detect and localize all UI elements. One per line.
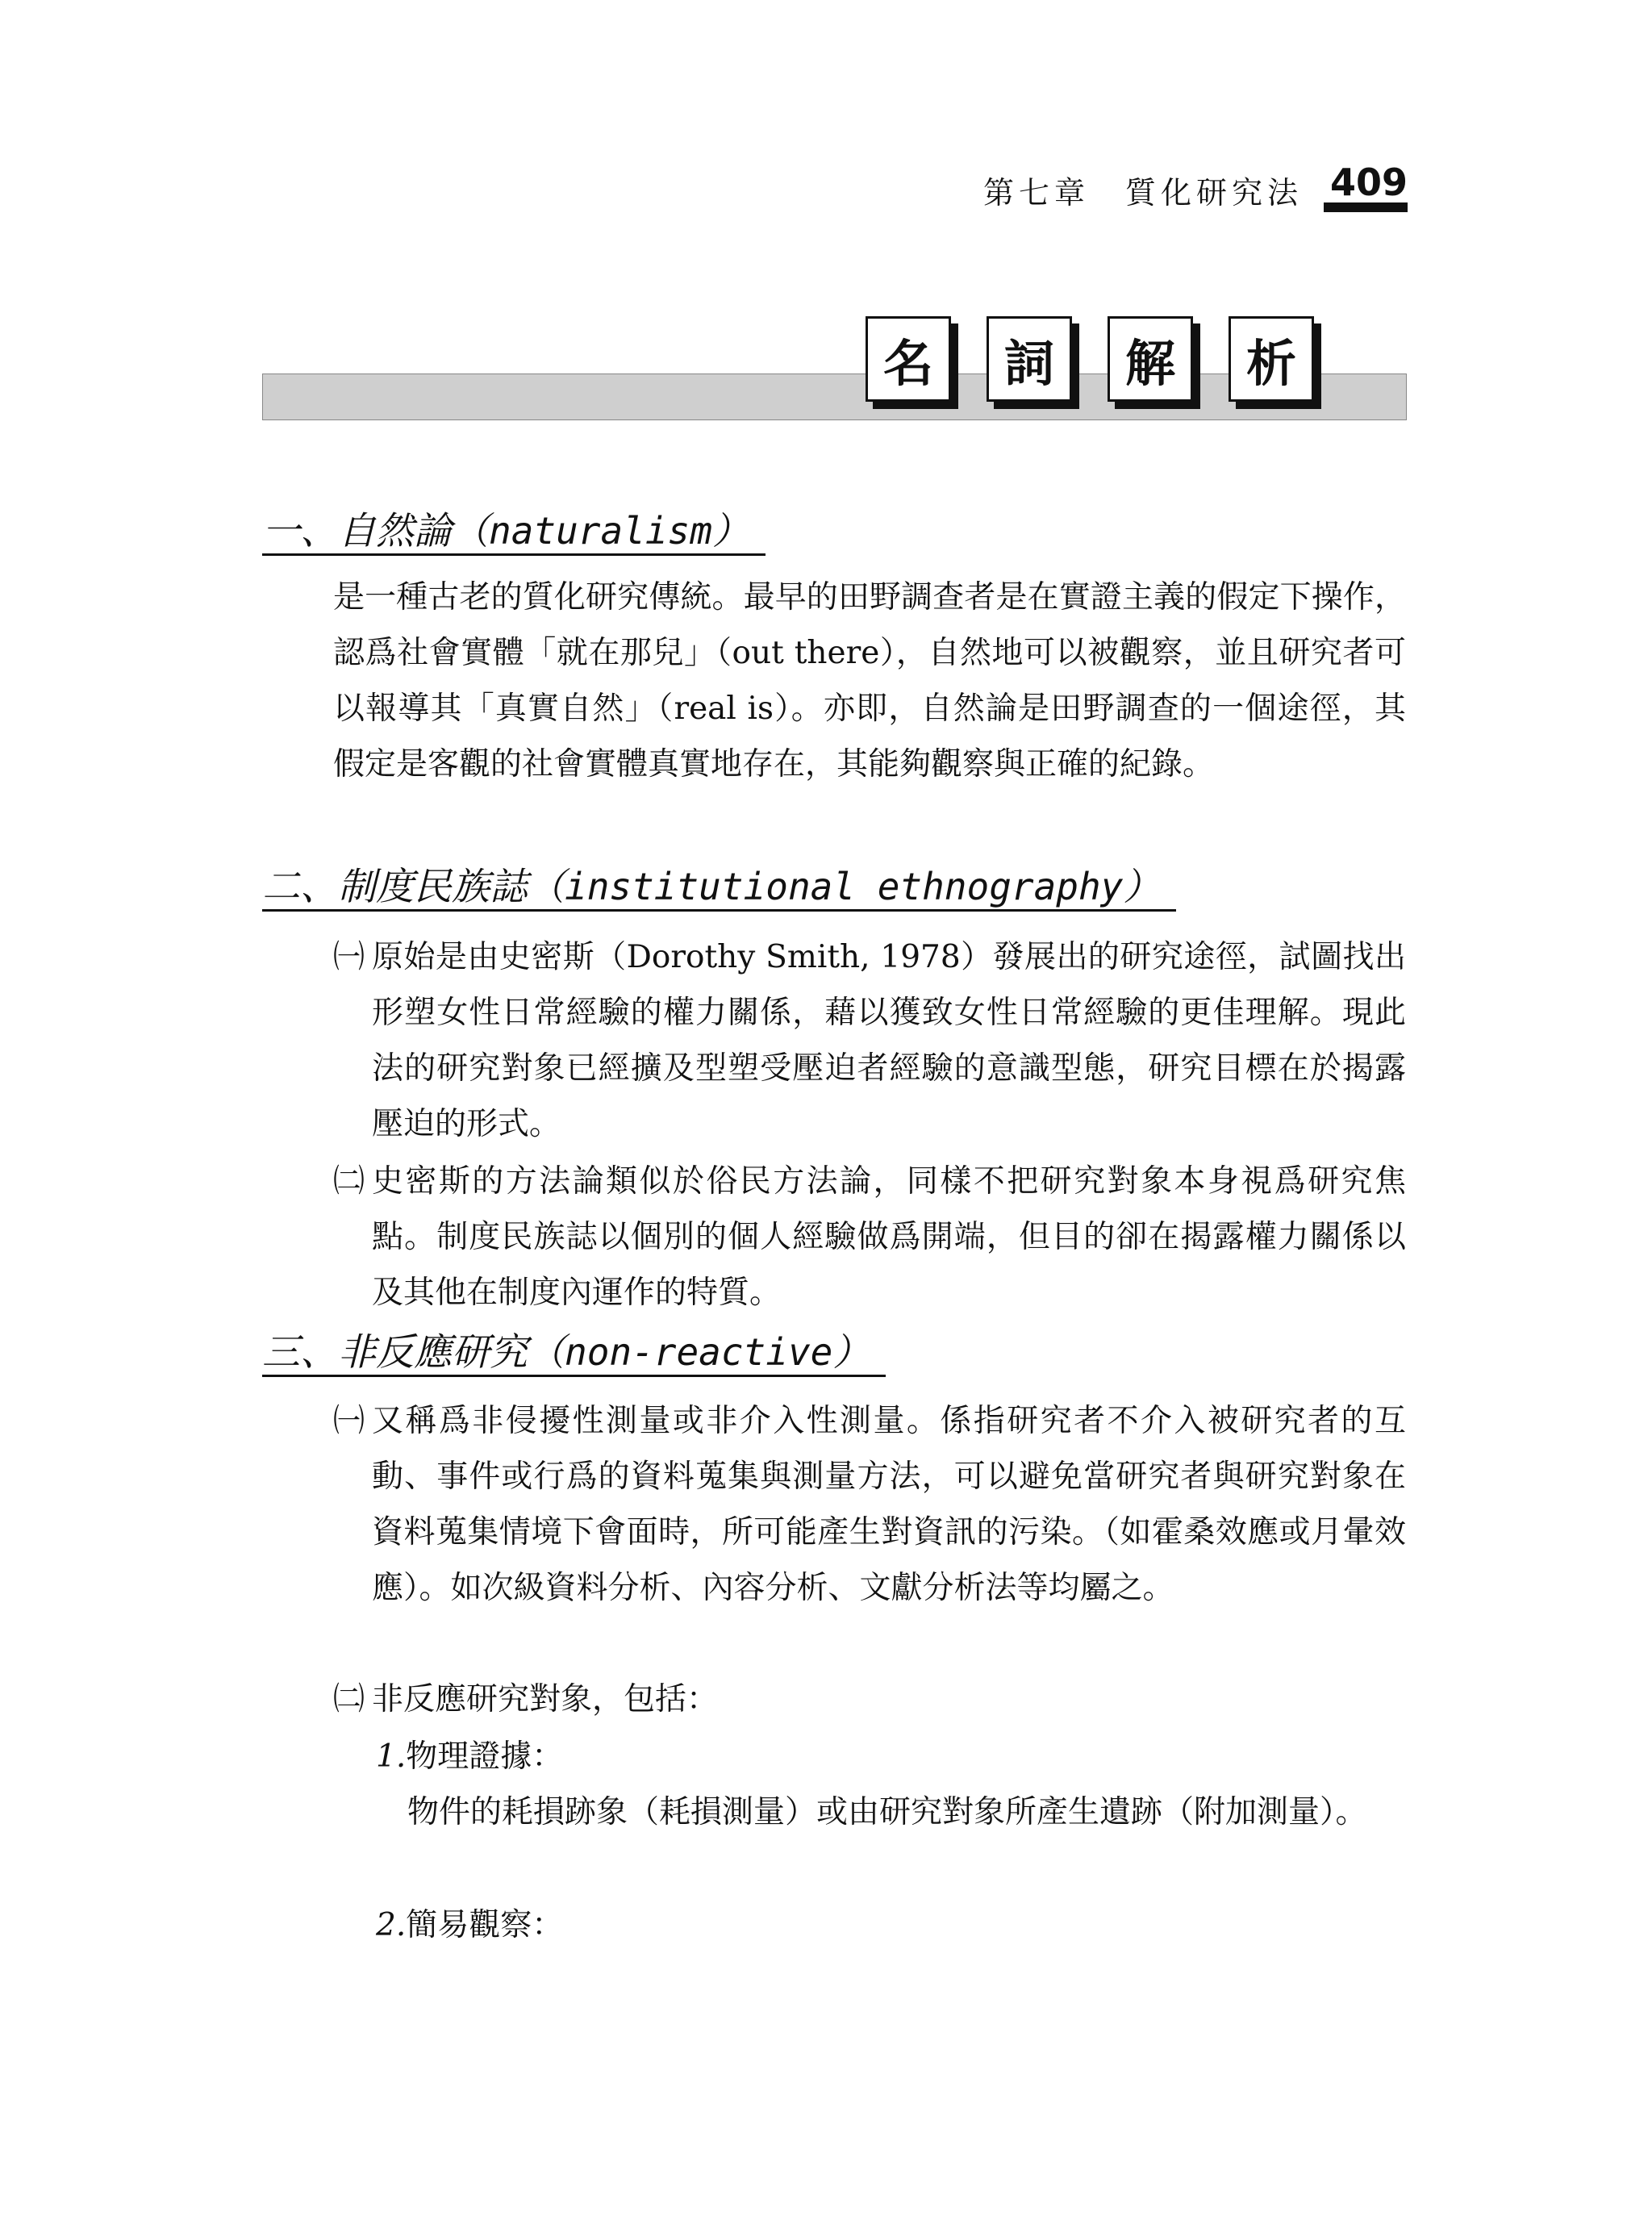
title-char-box: 詞 — [987, 316, 1072, 402]
section-heading-prefix: 一、自然論 — [262, 509, 452, 553]
list-item — [333, 1393, 1406, 1616]
sub-item-number: 1. — [376, 1738, 407, 1775]
list-item — [333, 1671, 1406, 1727]
section-heading-institutional-ethnography — [262, 866, 1176, 912]
list-item — [333, 929, 1406, 1152]
section-heading-english: （institutional ethnography） — [528, 865, 1161, 908]
sub-item-label: 物理證據： — [406, 1738, 564, 1775]
sub-item — [376, 1897, 1406, 1953]
section-paragraph: 是一種古老的質化研究傳統。最早的田野調查者是在實證主義的假定下操作，認爲社會實體「就在那兒」（out there），自然地可以被觀察，並且研究者可以報導其「真實自然」（real is）。亦即，自然論是田野調查的一個途徑，其假定是客觀的社會實體真實地存在，其能夠觀察與正確的紀錄。 — [333, 579, 1406, 783]
page-number: 409 — [1324, 164, 1408, 212]
title-char-box: 名 — [866, 316, 951, 402]
list-item-text: 史密斯的方法論類似於俗民方法論，同樣不把研究對象本身視爲研究焦點。制度民族誌以個別的個人經驗做爲開端，但目的卻在揭露權力關係以及其他在制度內運作的特質。 — [372, 1163, 1406, 1311]
section-heading-english: （naturalism） — [452, 509, 749, 553]
list-item-marker: ㈠ — [333, 939, 365, 975]
sub-item — [376, 1729, 1406, 1784]
list-item-text: 原始是由史密斯（Dorothy Smith, 1978）發展出的研究途徑，試圖找出形塑女性日常經驗的權力關係，藉以獲致女性日常經驗的更佳理解。現此法的研究對象已經擴及型塑受壓迫者經驗的意識型態，研究目標在於揭露壓迫的形式。 — [372, 939, 1406, 1142]
list-item — [333, 1154, 1406, 1321]
list-item-text: 非反應研究對象，包括： — [372, 1681, 719, 1717]
sub-item-label: 簡易觀察： — [406, 1907, 564, 1943]
section-heading-non-reactive — [262, 1331, 886, 1377]
chapter-label: 第七章 質化研究法 — [982, 175, 1303, 211]
section-heading-english: （non-reactive） — [528, 1330, 870, 1374]
list-item-marker: ㈠ — [333, 1403, 365, 1439]
section-heading-prefix: 二、制度民族誌 — [262, 865, 528, 909]
list-item-marker: ㈡ — [333, 1163, 365, 1200]
sub-item-description: 物件的耗損跡象（耗損測量）或由研究對象所產生遺跡（附加測量）。 — [407, 1794, 1367, 1830]
section-heading-naturalism — [262, 510, 766, 556]
sub-item-number: 2. — [376, 1907, 407, 1943]
section-heading-prefix: 三、非反應研究 — [262, 1330, 528, 1375]
running-head — [982, 161, 1408, 212]
list-item-text: 又稱爲非侵擾性測量或非介入性測量。係指研究者不介入被研究者的互動、事件或行爲的資料蒐集與測量方法，可以避免當研究者與研究對象在資料蒐集情境下會面時，所可能產生對資訊的污染。（如霍桑效應或月暈效應）。如次級資料分析、內容分析、文獻分析法等均屬之。 — [372, 1403, 1406, 1606]
title-char-box: 解 — [1108, 316, 1193, 402]
list-item-marker: ㈡ — [333, 1681, 365, 1717]
title-char-box: 析 — [1229, 316, 1314, 402]
